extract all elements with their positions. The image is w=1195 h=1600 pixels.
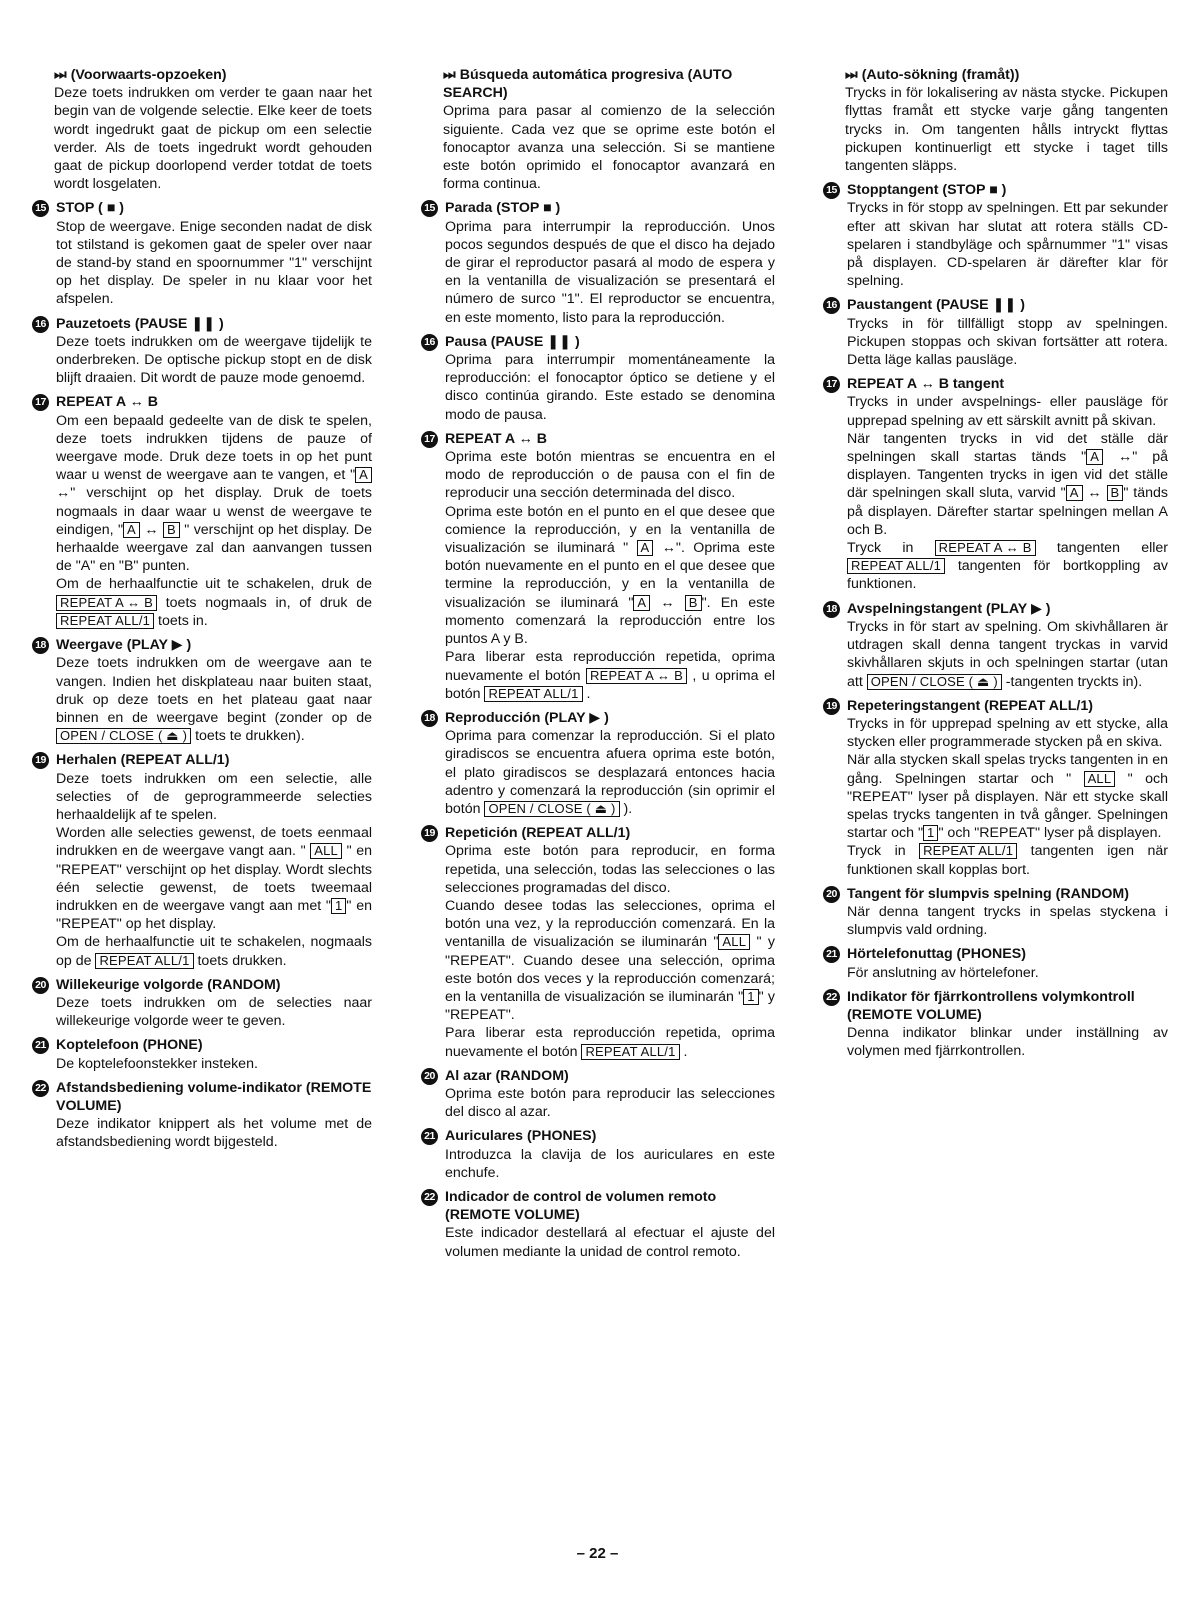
nl-play-text: [56, 654, 372, 745]
sv-auto-search-heading: ⏭ (Auto-sökning (framåt)): [845, 67, 1020, 83]
es-repeat-all-text-3: " y "REPEAT". Cuando desee una selección, oprima este botón dos veces y la reproducción comenzará; en la ventanilla de visualización se iluminarán ": [445, 934, 776, 1005]
nl-phones-number-badge: 21: [32, 1037, 49, 1054]
page-number: – 22 –: [576, 1545, 619, 1562]
sv-stop-text: Trycks in för stopp av spelningen. Ett par sekunder efter att skivan har slutat att rotera ställs CD-spelaren i standbyläge och spårnummer "1" visas på displayen. CD-spelaren är därefter klar för spelning.: [847, 200, 1168, 290]
nl-repeat-ab-text-2: ↔" verschijnt op het display. Druk de toets nogmaals in daar waar u wenst de weergave te eindigen, ": [56, 485, 372, 538]
nl-repeat-all-text-intro: Deze toets indrukken om een selectie, alle selecties of de geprogrammeerde selecties herhaaldelijk af te spelen.: [56, 770, 372, 823]
es-play-section: [421, 709, 775, 818]
nl-phones-section: [32, 1036, 372, 1072]
sv-phones-section: [823, 945, 1168, 981]
es-stop-text: Oprima para interrumpir la reproducción. Unos pocos segundos después de que el disco ha dejado de girar el reproductor pasará al modo de espera y en la ventanilla de visualización se presentará el número de surco "1". El reproductor se encuentra, en este momento, listo para la reproducción.: [445, 218, 775, 326]
nl-repeat-all-text-4: " en "REPEAT" op het display.: [56, 897, 372, 933]
sv-repeat-all-text-intro: Trycks in för upprepad spelning av ett stycke, alla stycken eller programmerade stycken på en skiva.: [847, 715, 1168, 751]
nl-repeat-all-text-2: Worden alle selecties gewenst, de toets eenmaal indrukken en de weergave vangt aan. ": [56, 825, 372, 860]
es-random-number-badge: 20: [421, 1068, 438, 1085]
sv-auto-search-text: Trycks in för lokalisering av nästa stycke. Pickupen flyttas framåt ett stycke varje gång tangenten trycks in. Om tangenten hålls intryckt flyttas pickupen kontinuerligt ett stycke i taget tills tangenten släpps.: [845, 85, 1168, 175]
es-repeat-ab-text-6: , u oprima el botón: [445, 667, 775, 702]
es-pause-section: [421, 333, 775, 424]
nl-repeat-all-button-label: REPEAT ALL/1: [56, 613, 154, 629]
sv-repeat-ab-arrow: ↔: [1082, 485, 1107, 502]
nl-repeat-all-heading: Herhalen (REPEAT ALL/1): [56, 752, 230, 769]
es-repeat-all-button-label-2: REPEAT ALL/1: [581, 1044, 679, 1060]
es-repeat-ab-text: [445, 503, 775, 649]
es-random-section: [421, 1067, 775, 1122]
sv-repeat-ab-text-3: ↔" på displayen. Tangenten trycks in igen vid det ställe där spelningen skall sluta, varvid ": [847, 449, 1168, 502]
sv-repeat-all-text-6: tangenten igen när funktionen skall kopplas bort.: [847, 843, 1168, 878]
nl-display-box-all: ALL: [310, 843, 342, 859]
es-repeat-all-text: [445, 897, 775, 1024]
sv-pause-number-badge: 16: [823, 297, 840, 314]
nl-repeat-ab-text-5: toets nogmaals in, of druk de: [156, 594, 372, 611]
es-pause-heading: Pausa (PAUSE ❚❚ ): [445, 333, 580, 350]
nl-stop-number-badge: 15: [32, 200, 49, 217]
sv-repeat-ab-text-intro: Trycks in under avspelnings- eller pausläge för upprepad spelning av ett särskilt avnitt på skivan.: [847, 394, 1168, 429]
es-display-box-b: B: [685, 595, 702, 611]
nl-phones-text: De koptelefoonstekker insteken.: [56, 1055, 258, 1072]
nl-stop-text: Stop de weergave. Enige seconden nadat de disk tot stilstand is gekomen gaat de speler over naar de stand-by stand en spoornummer "1" verschijnt op het display. De speler in nu klaar voor het afspelen.: [56, 218, 372, 308]
nl-repeat-all-text: [56, 824, 372, 933]
es-phones-heading: Auriculares (PHONES): [445, 1128, 597, 1145]
sv-random-text: När denna tangent trycks in spelas styckena i slumpvis vald ordning.: [847, 903, 1168, 939]
sv-repeat-ab-text-5: Tryck in: [847, 540, 935, 557]
sv-pause-section: [823, 296, 1168, 369]
sv-remote-text: Denna indikator blinkar under inställning av volymen med fjärrkontrollen.: [847, 1025, 1168, 1060]
sv-phones-heading: Hörtelefonuttag (PHONES): [847, 946, 1026, 963]
es-phones-number-badge: 21: [421, 1128, 438, 1145]
sv-display-box-a-2: A: [1066, 485, 1083, 501]
es-repeat-ab-number-badge: 17: [421, 431, 438, 448]
nl-display-box-1: 1: [331, 898, 346, 914]
sv-stop-number-badge: 15: [823, 182, 840, 199]
nl-play-text-2: toets te drukken).: [191, 728, 305, 745]
sv-repeat-ab-text-2: När tangenten trycks in vid det ställe där spelningen skall startas tänds ": [847, 430, 1168, 466]
nl-remote-number-badge: 22: [32, 1080, 49, 1097]
es-auto-search-heading: ⏭ Búsqueda automática progresiva (AUTO SEARCH): [443, 67, 733, 102]
sv-pause-heading: Paustangent (PAUSE ❚❚ ): [847, 297, 1026, 314]
column-dutch: [32, 66, 372, 1158]
es-repeat-ab-text-intro: Oprima este botón mientras se encuentra en el modo de reproducción o de pausa con el fin de reproducir una sección determinada del disco.: [445, 449, 775, 502]
nl-repeat-ab-cancel-text: [56, 575, 372, 630]
nl-random-number-badge: 20: [32, 977, 49, 994]
sv-stop-section: [823, 181, 1168, 290]
es-pause-number-badge: 16: [421, 334, 438, 351]
sv-display-box-b: B: [1107, 485, 1124, 501]
nl-repeat-ab-text: [56, 412, 372, 576]
nl-random-text: Deze toets indrukken om de selecties naar willekeurige volgorde weer te geven.: [56, 994, 372, 1030]
sv-phones-number-badge: 21: [823, 946, 840, 963]
sv-display-box-a: A: [1086, 449, 1103, 465]
es-repeat-all-text-5: Para liberar esta reproducción repetida, oprima nuevamente el botón: [445, 1025, 775, 1060]
es-remote-heading: Indicador de control de volumen remoto (REMOTE VOLUME): [445, 1188, 717, 1224]
nl-stop-heading: STOP ( ■ ): [56, 200, 124, 217]
es-play-heading: Reproducción (PLAY ▶ ): [445, 709, 609, 726]
sv-repeat-ab-text-4: " tänds på displayen. Därefter startar spelningen mellan A och B.: [847, 485, 1168, 538]
es-repeat-all-section: [421, 824, 775, 1061]
es-repeat-ab-section: [421, 430, 775, 703]
es-repeat-ab-cancel-text: [445, 648, 775, 703]
es-repeat-ab-arrow: ↔: [650, 594, 685, 611]
es-play-text: [445, 727, 775, 818]
nl-pause-number-badge: 16: [32, 316, 49, 333]
nl-repeat-ab-arrow: ↔: [139, 521, 163, 538]
sv-play-text-2: -tangenten tryckts in).: [1001, 673, 1143, 690]
nl-repeat-all-number-badge: 19: [32, 752, 49, 769]
es-stop-number-badge: 15: [421, 200, 438, 217]
sv-repeat-all-text-5: Tryck in: [847, 843, 920, 860]
es-play-text-1: Oprima para comenzar la reproducción. Si el plato giradiscos se encuentra afuera oprima este botón, el plato giradiscos se desplazará entonces hacia adentro y comenzará la reproducción (sin oprimir el botón: [445, 728, 775, 817]
nl-repeat-all-section: [32, 751, 372, 969]
sv-remote-number-badge: 22: [823, 989, 840, 1006]
sv-auto-search-section: [823, 66, 1168, 175]
es-repeat-all-button-label: REPEAT ALL/1: [484, 686, 582, 702]
es-pause-text: Oprima para interrumpir momentáneamente la reproducción: el fonocaptor óptico se detiene y el disco continúa girando. Este estado se denomina modo de pausa.: [445, 352, 775, 423]
sv-display-box-1: 1: [923, 825, 938, 841]
es-repeat-all-number-badge: 19: [421, 825, 438, 842]
nl-play-number-badge: 18: [32, 637, 49, 654]
nl-auto-search-section: [32, 66, 372, 193]
es-repeat-ab-text-7: .: [582, 685, 591, 702]
es-auto-search-text: Oprima para pasar al comienzo de la selección siguiente. Cada vez que se oprime este botón el fonocaptor avanza una selección. Si se mantiene este botón oprimido el fonocaptor avanzará en forma continua.: [443, 103, 775, 193]
nl-remote-heading: Afstandsbediening volume-indikator (REMOTE VOLUME): [56, 1079, 372, 1114]
nl-repeat-all-cancel-text: [56, 933, 372, 969]
sv-pause-text: Trycks in för tillfälligt stopp av spelningen. Pickupen stoppas och skivan fortsätter att rotera. Detta läge kallas pausläge.: [847, 315, 1168, 369]
sv-repeat-all-button-label: REPEAT ALL/1: [847, 558, 945, 574]
es-repeat-all-cancel-text: [445, 1024, 775, 1060]
nl-play-text-1: Deze toets indrukken om de weergave aan te vangen. Indien het diskplateau naar buiten staat, druk op deze toets en het plateau gaat naar binnen en de weergave begint (zonder op de: [56, 655, 372, 726]
nl-pause-section: [32, 315, 372, 388]
sv-random-section: [823, 885, 1168, 940]
sv-stop-heading: Stopptangent (STOP ■ ): [847, 182, 1007, 199]
es-remote-text: Este indicador destellará al efectuar el ajuste del volumen mediante la unidad de control remoto.: [445, 1225, 775, 1260]
sv-play-section: [823, 600, 1168, 691]
nl-repeat-ab-text-4: Om de herhaalfunctie uit te schakelen, druk de: [56, 576, 372, 593]
sv-repeat-all-number-badge: 19: [823, 698, 840, 715]
sv-play-text-1: Trycks in för start av spelning. Om skivhållaren är utdragen skall denna tangent tryckas in varvid skivhållaren skjuts in och spelningen startar (utan att: [847, 618, 1168, 690]
es-repeat-ab-text-4: ". En este momento comenzará la reproducción entre los puntos A y B.: [445, 594, 776, 648]
sv-phones-text: För anslutning av hörtelefoner.: [847, 964, 1039, 981]
es-stop-heading: Parada (STOP ■ ): [445, 200, 561, 217]
sv-repeat-ab-button-label: REPEAT A ↔ B: [935, 540, 1036, 556]
es-play-number-badge: 18: [421, 710, 438, 727]
es-repeat-all-text-6: .: [679, 1043, 688, 1060]
nl-repeat-all-text-3: " en "REPEAT" verschijnt op het display. Wordt slechts één selectie gewenst, de toets tweemaal indrukken en de weergave vangt aan met ": [56, 843, 373, 914]
nl-auto-search-heading: ⏭ (Voorwaarts-opzoeken): [54, 67, 227, 83]
sv-repeat-all-button-label-2: REPEAT ALL/1: [919, 843, 1017, 859]
nl-display-box-a: A: [355, 467, 372, 483]
nl-random-section: [32, 976, 372, 1031]
sv-repeat-ab-text-6: tangenten eller: [1035, 540, 1169, 557]
nl-display-box-b: B: [163, 522, 180, 538]
nl-pause-heading: Pauzetoets (PAUSE ❚❚ ): [56, 315, 224, 332]
sv-repeat-all-text-2: När alla stycken skall spelas trycks tangenten in en gång. Spelningen startar och ": [847, 752, 1168, 787]
sv-repeat-ab-text: [847, 430, 1168, 539]
nl-repeat-all-text-5: Om de herhaalfunctie uit te schakelen, nogmaals op de: [56, 934, 372, 969]
nl-play-section: [32, 636, 372, 745]
sv-repeat-all-text-3: " och "REPEAT" lyser på displayen. När ett stycke skall spelas trycks tangenten in två gånger. Spelningen startar och ": [847, 770, 1168, 842]
nl-repeat-ab-button-label: REPEAT A ↔ B: [56, 595, 157, 611]
sv-remote-section: [823, 988, 1168, 1061]
es-stop-section: [421, 199, 775, 326]
es-repeat-ab-text-2: Oprima este botón en el punto en el que desee que comience la reproducción, y en la ventanilla de visualización se iluminará ": [445, 503, 775, 557]
es-repeat-all-heading: Repetición (REPEAT ALL/1): [445, 825, 631, 842]
sv-play-text: [847, 618, 1168, 691]
sv-repeat-ab-section: [823, 375, 1168, 593]
es-repeat-ab-button-label: REPEAT A ↔ B: [586, 668, 687, 684]
es-repeat-all-text-4: " y "REPEAT".: [445, 988, 776, 1024]
sv-repeat-all-heading: Repeteringstangent (REPEAT ALL/1): [847, 697, 1093, 714]
sv-remote-heading: Indikator för fjärrkontrollens volymkontroll (REMOTE VOLUME): [847, 988, 1135, 1023]
nl-random-heading: Willekeurige volgorde (RANDOM): [56, 976, 281, 993]
es-play-text-2: ).: [619, 800, 633, 817]
nl-repeat-ab-text-1: Om een bepaald gedeelte van de disk te spelen, deze toets indrukken tijdens de pauze of weergave mode. Druk deze toets in op het punt waar u wenst de weergave aan te vangen, et ": [56, 412, 372, 484]
nl-play-heading: Weergave (PLAY ▶ ): [56, 637, 192, 654]
es-random-heading: Al azar (RANDOM): [445, 1067, 569, 1084]
sv-repeat-all-text-4: " och "REPEAT" lyser på displayen.: [938, 825, 1162, 842]
sv-random-number-badge: 20: [823, 886, 840, 903]
nl-repeat-all-text-6: toets drukken.: [193, 952, 287, 969]
es-repeat-ab-heading: REPEAT A ↔ B: [445, 430, 547, 447]
nl-display-box-a-2: A: [123, 522, 140, 538]
nl-repeat-all-button-label-2: REPEAT ALL/1: [95, 953, 193, 969]
sv-open-close-button-label: OPEN / CLOSE ( ⏏ ): [867, 674, 1002, 690]
nl-repeat-ab-text-3: " verschijnt op het display. De herhaalde weergave zal dan aanvangen tussen de "A" en "B" punten.: [56, 521, 372, 575]
sv-repeat-all-text: [847, 751, 1168, 842]
es-display-box-all: ALL: [718, 934, 750, 950]
es-display-box-a-2: A: [633, 595, 650, 611]
es-remote-number-badge: 22: [421, 1189, 438, 1206]
es-repeat-ab-text-3: ↔". Oprima este botón nuevamente en el punto en el que desee que termine la reproducción, y en la ventanilla de visualización se iluminará ": [445, 540, 775, 611]
sv-repeat-ab-heading: REPEAT A ↔ B tangent: [847, 376, 1005, 393]
sv-play-number-badge: 18: [823, 601, 840, 618]
sv-display-box-all: ALL: [1084, 771, 1116, 787]
sv-repeat-ab-text-7: tangenten för bortkoppling av funktionen.: [847, 558, 1168, 593]
nl-auto-search-text: Deze toets indrukken om verder te gaan naar het begin van de volgende selectie. Elke keer de toets wordt ingedrukt gaat de pickup om een selectie verder. Als de toets ingedrukt wordt gehouden gaat de pickup doorlopend verder totdat de toets wordt losgelaten.: [54, 85, 372, 193]
es-open-close-button-label: OPEN / CLOSE ( ⏏ ): [484, 801, 619, 817]
es-remote-section: [421, 1188, 775, 1261]
nl-repeat-ab-section: [32, 393, 372, 630]
es-display-box-1: 1: [743, 989, 758, 1005]
column-spanish: [421, 66, 775, 1267]
nl-remote-section: [32, 1079, 372, 1152]
sv-play-heading: Avspelningstangent (PLAY ▶ ): [847, 600, 1051, 617]
nl-repeat-ab-heading: REPEAT A ↔ B: [56, 394, 158, 411]
es-phones-text: Introduzca la clavija de los auriculares en este enchufe.: [445, 1146, 775, 1181]
es-repeat-ab-text-5: Para liberar esta reproducción repetida, oprima nuevamente el botón: [445, 649, 775, 684]
sv-repeat-ab-number-badge: 17: [823, 376, 840, 393]
nl-stop-section: [32, 199, 372, 308]
es-display-box-a: A: [637, 540, 654, 556]
es-phones-section: [421, 1127, 775, 1182]
sv-repeat-ab-cancel-text: [847, 539, 1168, 594]
sv-repeat-all-cancel-text: [847, 842, 1168, 878]
sv-random-heading: Tangent för slumpvis spelning (RANDOM): [847, 885, 1129, 902]
nl-open-close-button-label: OPEN / CLOSE ( ⏏ ): [56, 728, 191, 744]
column-swedish: [823, 66, 1168, 1067]
nl-phones-heading: Koptelefoon (PHONE): [56, 1037, 203, 1054]
nl-remote-text: Deze indikator knippert als het volume met de afstandsbediening wordt bijgesteld.: [56, 1116, 372, 1151]
es-random-text: Oprima este botón para reproducir las selecciones del disco al azar.: [445, 1085, 775, 1121]
es-auto-search-section: [421, 66, 775, 193]
nl-repeat-ab-number-badge: 17: [32, 394, 49, 411]
nl-repeat-ab-text-6: toets in.: [154, 612, 208, 629]
es-repeat-all-text-intro: Oprima este botón para reproducir, en forma repetida, una selección, todas las selecciones o las selecciones programadas del disco.: [445, 843, 775, 896]
nl-pause-text: Deze toets indrukken om de weergave tijdelijk te onderbreken. De optische pickup stopt en de disk blijft draaien. Dit wordt de pauze mode genoemd.: [56, 333, 372, 387]
es-repeat-all-text-2: Cuando desee todas las selecciones, oprima el botón una vez, y la reproducción comenzará. En la ventanilla de visualización se iluminarán ": [445, 897, 775, 951]
sv-repeat-all-section: [823, 697, 1168, 879]
